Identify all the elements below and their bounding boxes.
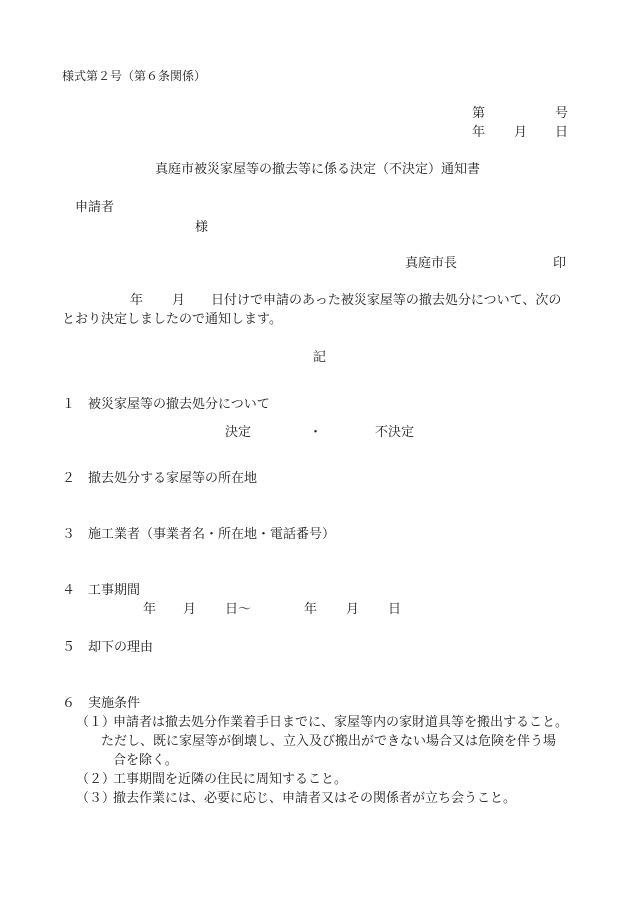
item4-text: 工事期間 bbox=[88, 583, 141, 598]
intro-month: 月 bbox=[172, 293, 186, 308]
intro-line1: 日付けで申請のあった被災家屋等の撤去処分について、次の bbox=[211, 293, 562, 308]
doc-number-dai: 第 bbox=[472, 106, 486, 121]
item1-text: 被災家屋等の撤去処分について bbox=[88, 397, 270, 412]
period-end-month: 月 bbox=[346, 602, 360, 617]
date-day: 日 bbox=[555, 125, 569, 140]
decision-fukettei: 不決定 bbox=[375, 425, 415, 440]
ki-heading: 記 bbox=[313, 350, 327, 365]
condition1-line2: ただし、既に家屋等が倒壊し、立入及び搬出ができない場合又は危険を伴う場 bbox=[101, 734, 557, 749]
condition2-number: （２） bbox=[76, 772, 116, 787]
item2-text: 撤去処分する家屋等の所在地 bbox=[88, 471, 258, 486]
decision-kettei: 決定 bbox=[225, 425, 252, 440]
item4-number: ４ bbox=[62, 583, 76, 598]
condition1-line1: 申請者は撤去処分作業着手日までに、家屋等内の家財道具等を搬出すること。 bbox=[113, 715, 569, 730]
item5-text: 却下の理由 bbox=[88, 640, 154, 655]
condition2-line1: 工事期間を近隣の住民に周知すること。 bbox=[113, 772, 348, 787]
condition1-number: （１） bbox=[76, 715, 116, 730]
item5-number: ５ bbox=[62, 640, 76, 655]
period-end-year: 年 bbox=[304, 602, 318, 617]
item1-number: １ bbox=[62, 397, 76, 412]
decision-separator: ・ bbox=[309, 425, 323, 440]
item3-number: ３ bbox=[62, 527, 76, 542]
condition3-number: （３） bbox=[76, 791, 116, 806]
item6-text: 実施条件 bbox=[88, 696, 141, 711]
issuer-name: 真庭市長 bbox=[405, 256, 458, 271]
seal-mark: 印 bbox=[553, 256, 567, 271]
period-end-day: 日 bbox=[388, 602, 402, 617]
condition1-line3: 合を除く。 bbox=[113, 753, 178, 768]
period-start-year: 年 bbox=[143, 602, 157, 617]
intro-line2: とおり決定しましたので通知します。 bbox=[62, 312, 282, 327]
applicant-label: 申請者 bbox=[75, 200, 115, 215]
form-label: 様式第２号（第６条関係） bbox=[62, 69, 207, 83]
date-month: 月 bbox=[514, 125, 528, 140]
item3-text: 施工業者（事業者名・所在地・電話番号） bbox=[88, 527, 336, 542]
period-start-month: 月 bbox=[183, 602, 197, 617]
item2-number: ２ bbox=[62, 471, 76, 486]
document-title: 真庭市被災家屋等の撤去等に係る決定（不決定）通知書 bbox=[155, 162, 481, 177]
doc-number-go: 号 bbox=[555, 106, 569, 121]
item6-number: ６ bbox=[62, 696, 76, 711]
period-start-day: 日～ bbox=[225, 602, 252, 617]
intro-year: 年 bbox=[130, 293, 144, 308]
condition3-line1: 撤去作業には、必要に応じ、申請者又はその関係者が立ち会うこと。 bbox=[113, 791, 517, 806]
date-year: 年 bbox=[472, 125, 486, 140]
applicant-sama: 様 bbox=[195, 220, 209, 235]
